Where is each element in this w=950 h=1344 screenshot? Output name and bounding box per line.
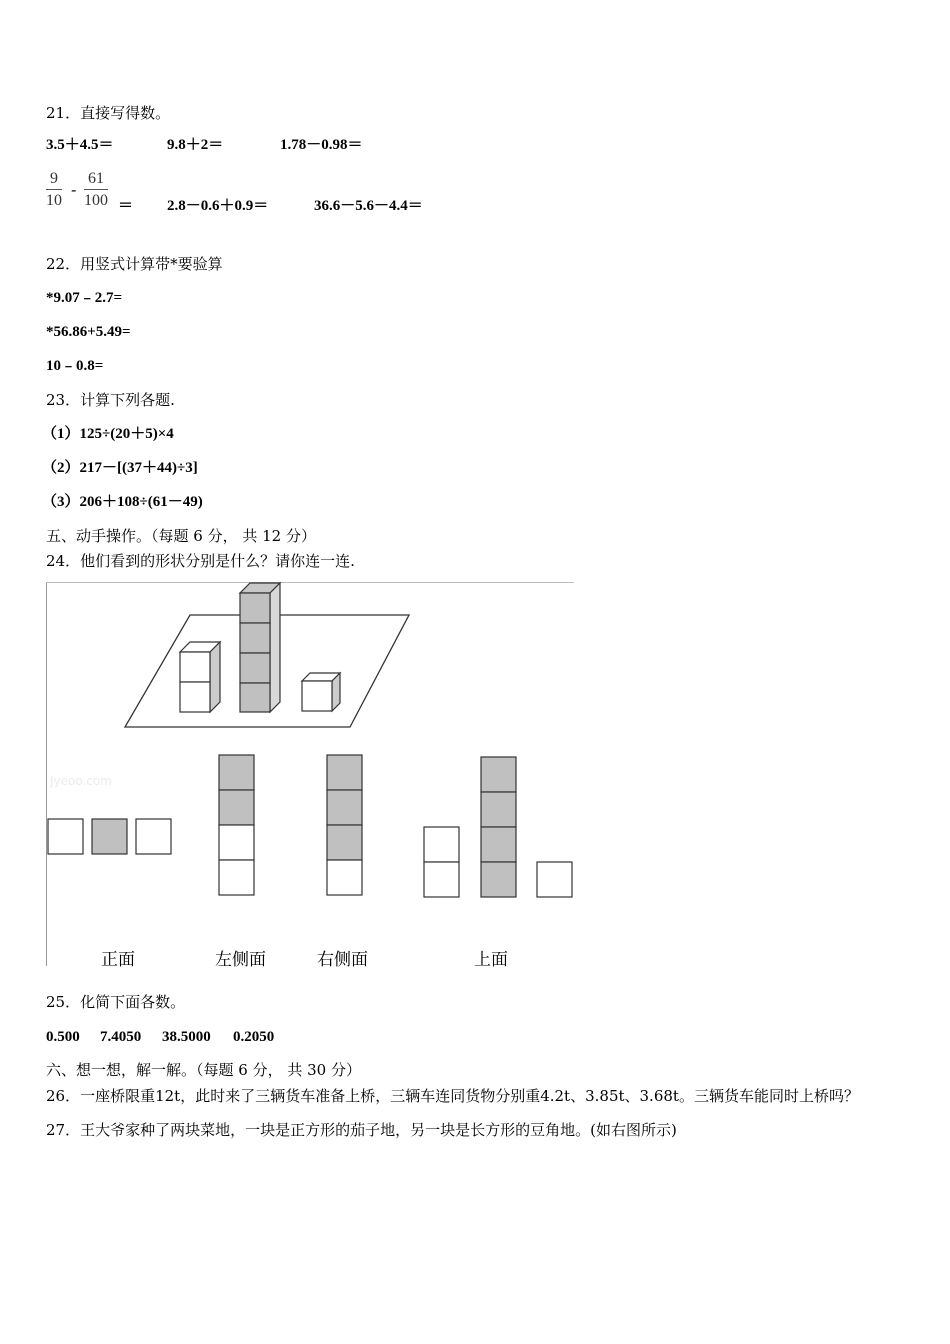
q25-title: 25．化简下面各数。: [46, 993, 186, 1011]
q21-expr-5: 36.6－5.6－4.4＝: [314, 198, 423, 214]
q24-diagram: [46, 582, 574, 966]
fraction-numerator: 9: [46, 170, 62, 190]
q25-number-4: 0.2050: [233, 1029, 275, 1045]
right-cube: [302, 673, 340, 711]
q22-item-2: *56.86+5.49=: [46, 324, 131, 340]
q24-title: 24．他们看到的形状分别是什么？请你连一连.: [46, 552, 355, 570]
fraction-numerator: 61: [84, 170, 108, 190]
q26-text: 26．一座桥限重12t，此时来了三辆货车准备上桥，三辆车连同货物分别重4.2t、3.85t、3.68t。三辆货车能同时上桥吗？: [46, 1087, 859, 1105]
q25-number-3: 38.5000: [162, 1029, 211, 1045]
minus-sign: -: [71, 180, 77, 199]
fraction-61-100: [84, 170, 108, 210]
q22-title: 22．用竖式计算带*要验算: [46, 255, 223, 273]
q23-item-1: （1）125÷(20＋5)×4: [42, 426, 174, 442]
q23-item-3: （3）206＋108÷(61－49): [42, 494, 203, 510]
view-option-1[interactable]: [48, 819, 171, 854]
middle-cube-stack: [240, 583, 280, 712]
left-cube-stack: [180, 642, 220, 712]
fraction-denominator: 10: [46, 192, 62, 209]
equals-sign: ＝: [118, 198, 134, 214]
fraction-9-10: [46, 170, 62, 210]
fraction-denominator: 100: [84, 192, 108, 209]
watermark: Jyeoo.com: [50, 774, 112, 788]
q21-title: 21．直接写得数。: [46, 104, 171, 122]
label-right-side: 右侧面: [317, 950, 368, 970]
view-option-3[interactable]: [327, 755, 362, 895]
label-left-side: 左侧面: [215, 950, 266, 970]
q25-number-1: 0.500: [46, 1029, 80, 1045]
q21-expr-3: 1.78－0.98＝: [280, 137, 363, 153]
section-6-heading: 六、想一想，解一解。（每题 6 分， 共 30 分）: [46, 1061, 361, 1079]
q25-number-2: 7.4050: [100, 1029, 142, 1045]
q21-expr-1: 3.5＋4.5＝: [46, 137, 114, 153]
label-front: 正面: [101, 950, 135, 970]
q23-item-2: （2）217－[(37＋44)÷3]: [42, 460, 198, 476]
view-option-4[interactable]: [424, 757, 572, 897]
q21-expr-2: 9.8＋2＝: [167, 137, 224, 153]
q24-figure: [46, 582, 574, 966]
q27-text: 27．王大爷家种了两块菜地，一块是正方形的茄子地，另一块是长方形的豆角地。(如右图所示): [46, 1121, 677, 1139]
view-option-2[interactable]: [219, 755, 254, 895]
q21-expr-4: 2.8－0.6＋0.9＝: [167, 198, 269, 214]
q22-item-3: 10﹣0.8=: [46, 358, 104, 374]
q22-item-1: *9.07﹣2.7=: [46, 290, 123, 306]
q23-title: 23．计算下列各题.: [46, 391, 175, 409]
label-top: 上面: [474, 950, 508, 970]
section-5-heading: 五、动手操作。（每题 6 分， 共 12 分）: [46, 527, 316, 545]
